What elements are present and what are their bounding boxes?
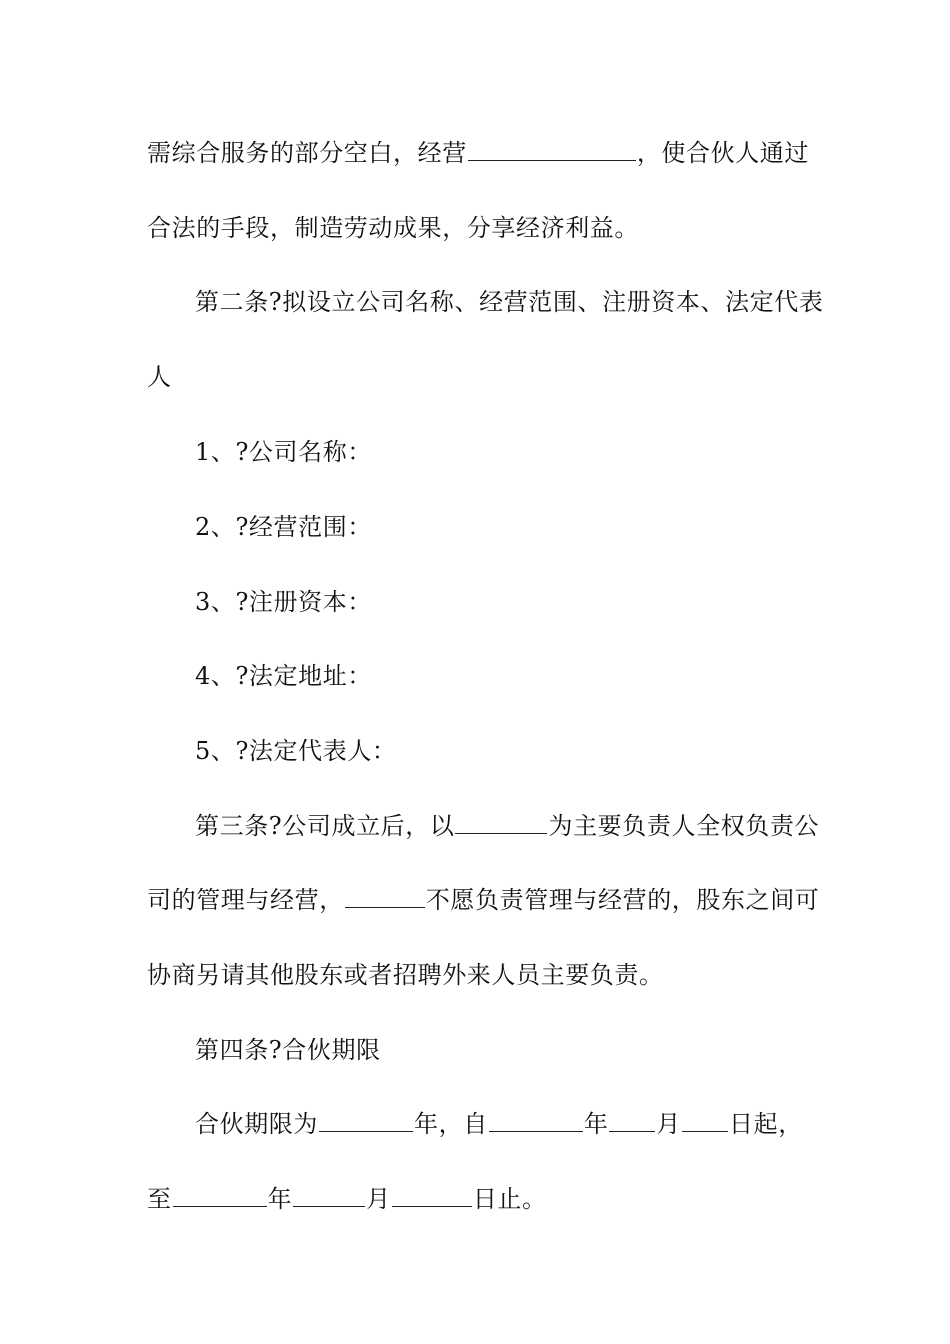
text-run: 年，自 xyxy=(414,1110,488,1138)
text-run: 3、?注册资本： xyxy=(195,588,372,616)
article-3-line-3 xyxy=(147,960,807,990)
text-run: 人 xyxy=(147,363,172,391)
term-line-2 xyxy=(147,1184,807,1214)
text-run: 为主要负责人全权负责公 xyxy=(548,812,820,840)
paragraph-line-1 xyxy=(147,138,810,168)
fill-blank xyxy=(293,1184,365,1207)
article-2-heading-cont xyxy=(147,362,807,392)
article-2-heading xyxy=(195,287,824,317)
text-run: 第二条?拟设立公司名称、经营范围、注册资本、法定代表 xyxy=(195,288,824,316)
text-run: 不愿负责管理与经营的，股东之间可 xyxy=(425,886,820,914)
item-registered-capital xyxy=(195,587,807,617)
paragraph-line-2 xyxy=(147,213,807,243)
fill-blank xyxy=(173,1184,267,1207)
fill-blank xyxy=(345,885,425,908)
text-run: 年 xyxy=(583,1110,609,1138)
text-run: 年 xyxy=(267,1185,293,1213)
text-run: 月 xyxy=(656,1110,682,1138)
text-run: 2、?经营范围： xyxy=(195,513,372,541)
text-run: 第三条?公司成立后，以 xyxy=(195,812,455,840)
article-4-heading xyxy=(195,1035,807,1065)
fill-blank xyxy=(392,1184,472,1207)
item-legal-representative xyxy=(195,736,807,766)
fill-blank xyxy=(489,1109,583,1132)
fill-blank xyxy=(468,138,636,161)
text-run: 1、?公司名称： xyxy=(195,438,372,466)
text-run: 至 xyxy=(147,1185,172,1213)
text-run: 合法的手段，制造劳动成果，分享经济利益。 xyxy=(147,214,639,242)
text-run: 日起， xyxy=(729,1110,803,1138)
fill-blank xyxy=(455,811,547,834)
fill-blank xyxy=(319,1109,413,1132)
text-run: 月 xyxy=(366,1185,391,1213)
fill-blank xyxy=(609,1109,655,1132)
term-line-1 xyxy=(195,1109,807,1139)
text-run: 第四条?合伙期限 xyxy=(195,1036,381,1064)
text-run: 需综合服务的部分空白，经营 xyxy=(147,139,467,167)
fill-blank xyxy=(682,1109,728,1132)
text-run: 日止。 xyxy=(472,1185,547,1213)
text-run: 协商另请其他股东或者招聘外来人员主要负责。 xyxy=(147,961,664,989)
text-run: 合伙期限为 xyxy=(195,1110,318,1138)
text-run: 5、?法定代表人： xyxy=(195,737,397,765)
article-3-line-2 xyxy=(147,885,820,915)
article-3-line-1 xyxy=(195,811,820,841)
item-business-scope xyxy=(195,512,807,542)
text-run: 司的管理与经营， xyxy=(147,886,344,914)
item-legal-address xyxy=(195,661,807,691)
text-run: ，使合伙人通过 xyxy=(636,139,810,167)
item-company-name xyxy=(195,437,807,467)
text-run: 4、?法定地址： xyxy=(195,662,372,690)
